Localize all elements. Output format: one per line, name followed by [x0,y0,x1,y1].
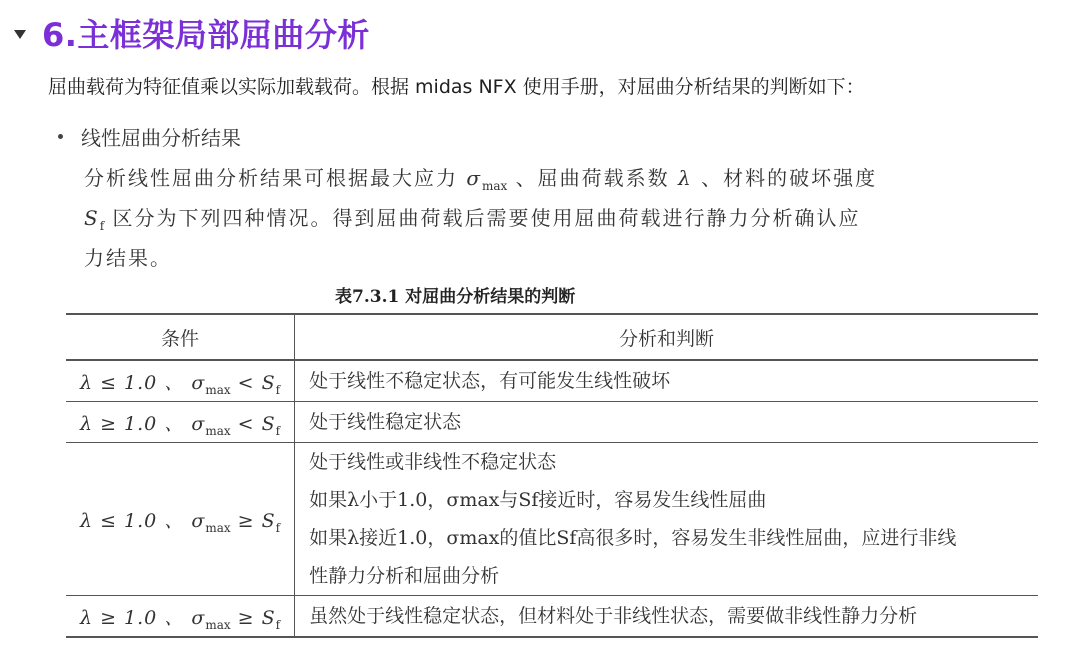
intro-paragraph: 屈曲载荷为特征值乘以实际加载载荷。根据 midas NFX 使用手册，对屈曲分析结果的判断如下： [48,76,865,98]
section-heading-row [14,8,370,58]
analysis-cell: 处于线性稳定状态 [295,402,1038,443]
table-row [66,443,1038,596]
analysis-cell: 处于线性或非线性不稳定状态 如果λ小于1.0，σmax与Sf接近时，容易发生线性屈曲 如果λ接近1.0，σmax的值比Sf高很多时，容易发生非线性屈曲，应进行非线 性静力分析和屈曲分析 [295,443,1038,596]
header-condition: 条件 [66,314,295,360]
caret-down-icon[interactable] [14,30,26,39]
paragraph-line-1: 分析线性屈曲分析结果可根据最大应力 $\sigma_{max}$ 、屈曲荷载系数 λ 、材料的破坏强度 [84,166,878,193]
section-heading: 6.主框架局部屈曲分析 [42,16,370,54]
paragraph-line-3: 力结果。 [84,246,172,270]
table-row [66,402,1038,443]
table-row [66,596,1038,638]
condition-cell: λ ≥ 1.0 、 $\sigma_{max} \ge S_f$ [66,596,295,638]
table-row [66,360,1038,402]
judgement-table [66,313,1038,638]
condition-cell: λ ≥ 1.0 、 $\sigma_{max} < S_f$ [66,402,295,443]
header-analysis: 分析和判断 [295,314,1038,360]
table-caption: 表7.3.1 对屈曲分析结果的判断 [335,287,576,307]
analysis-cell: 虽然处于线性稳定状态，但材料处于非线性状态，需要做非线性静力分析 [295,596,1038,638]
bullet-item [58,122,241,151]
condition-cell: λ ≤ 1.0 、 $\sigma_{max} \ge S_f$ [66,443,295,596]
bullet-label: 线性屈曲分析结果 [81,126,241,150]
condition-cell: λ ≤ 1.0 、 $\sigma_{max} < S_f$ [66,360,295,402]
paragraph-line-2: $S_f$ 区分为下列四种情况。得到屈曲荷载后需要使用屈曲荷载进行静力分析确认应 [84,206,861,233]
analysis-cell: 处于线性不稳定状态，有可能发生线性破坏 [295,360,1038,402]
table-header-row [66,314,1038,360]
bullet-dot [58,134,63,139]
